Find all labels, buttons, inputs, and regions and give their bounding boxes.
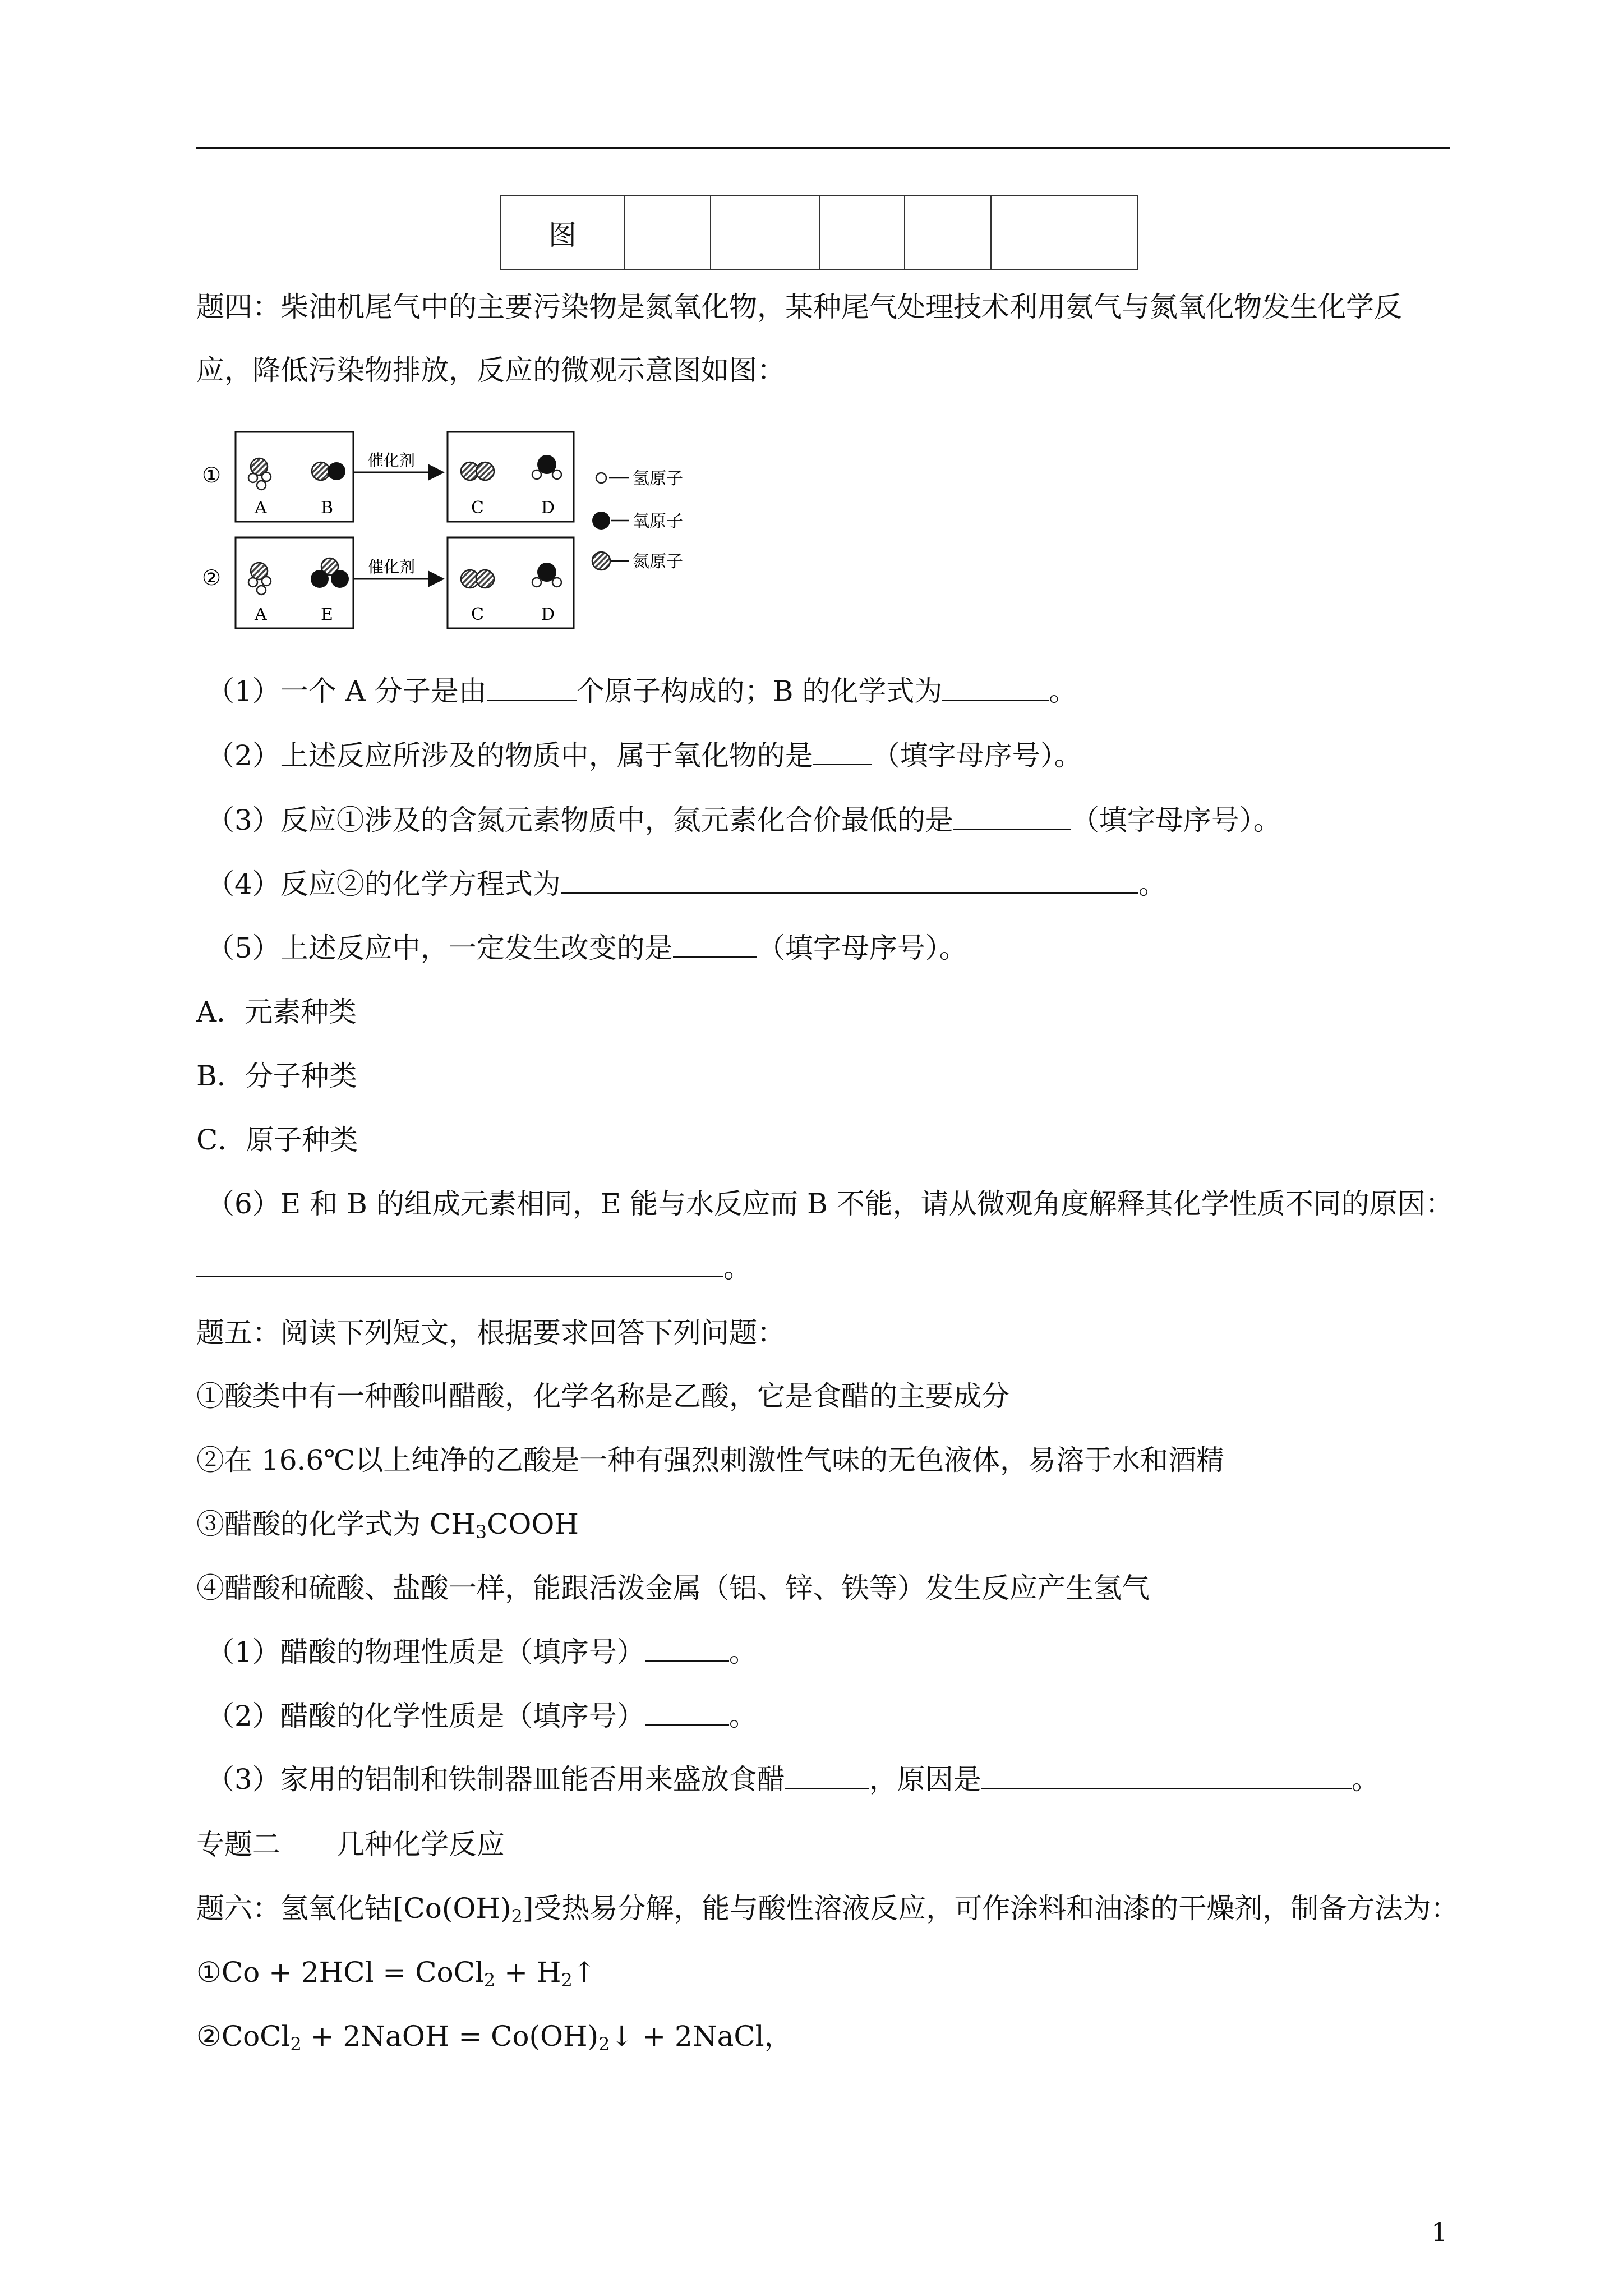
legend-nitrogen xyxy=(592,552,683,572)
q4-option-c: C．原子种类 xyxy=(196,1124,358,1156)
svg-text:氢原子: 氢原子 xyxy=(633,469,683,489)
q5-passage-1: ①酸类中有一种酸叫醋酸，化学名称是乙酸，它是食醋的主要成分 xyxy=(196,1380,1009,1412)
molecule-d-r2 xyxy=(532,563,561,587)
answer-blank[interactable] xyxy=(645,1636,729,1662)
answer-blank[interactable] xyxy=(487,675,577,701)
label-a-r2: A xyxy=(255,605,267,624)
molecule-a-r2 xyxy=(248,563,271,595)
q4-subq1: （1）一个 A 分子是由 个原子构成的；B 的化学式为 。 xyxy=(206,675,1077,707)
label-c-r2: C xyxy=(471,605,484,624)
label-d-r1: D xyxy=(541,498,555,518)
reaction2-marker: ② xyxy=(202,565,222,590)
q6-equation-2: ②CoCl$_2$ + 2NaOH = $Co(OH)_2↓$ + 2NaCl， xyxy=(196,2020,792,2055)
svg-text:氧原子: 氧原子 xyxy=(633,512,683,531)
molecule-a-r1 xyxy=(248,458,271,490)
reaction2-catalyst: 催化剂 xyxy=(368,558,416,576)
q4-subq6-answer: 。 xyxy=(196,1250,1450,1286)
answer-blank[interactable] xyxy=(942,675,1049,701)
q4-subq5: （5）上述反应中，一定发生改变的是 （填字母序号）。 xyxy=(206,932,967,964)
reaction-diagram xyxy=(196,426,757,639)
answer-blank[interactable] xyxy=(196,1251,723,1277)
svg-text:氮原子: 氮原子 xyxy=(633,552,683,572)
table-cell xyxy=(624,196,711,270)
reaction1-marker: ① xyxy=(202,463,222,487)
table-cell xyxy=(819,196,905,270)
q5-passage-2: ②在 16.6℃以上纯净的乙酸是一种有强烈刺激性气味的无色液体，易溶于水和酒精 xyxy=(196,1444,1225,1476)
q6-equation-1: ①Co + 2HCl = CoCl$_2$ + $H_2↑$ xyxy=(196,1956,596,1991)
q6-intro: 题六：氢氧化钴$[Co(OH)_2]$受热易分解，能与酸性溶液反应，可作涂料和油漆的干燥剂，制备方法为： xyxy=(196,1892,1459,1927)
legend-hydrogen xyxy=(596,469,683,489)
table-row xyxy=(501,196,1138,270)
answer-blank[interactable] xyxy=(561,868,1138,894)
table-cell-label: 图 xyxy=(501,196,624,270)
q4-option-a: A．元素种类 xyxy=(196,996,357,1028)
q5-title: 题五：阅读下列短文，根据要求回答下列问题： xyxy=(196,1317,785,1349)
q4-intro-line2: 应，降低污染物排放，反应的微观示意图如图： xyxy=(196,354,785,386)
answer-blank[interactable] xyxy=(953,804,1071,830)
label-e: E xyxy=(321,605,333,624)
molecule-b xyxy=(312,462,345,480)
table-cell xyxy=(905,196,991,270)
header-rule xyxy=(196,147,1450,149)
molecule-d-r1 xyxy=(532,455,561,479)
molecule-c-r1 xyxy=(461,462,494,480)
label-c-r1: C xyxy=(471,498,484,518)
label-a-r1: A xyxy=(255,498,267,518)
q4-subq6: （6）E 和 B 的组成元素相同，E 能与水反应而 B 不能，请从微观角度解释其化学性质不同的原因： xyxy=(206,1188,1454,1220)
q4-option-b: B．分子种类 xyxy=(196,1060,357,1092)
q4-subq4: （4）反应②的化学方程式为 。 xyxy=(206,868,1166,900)
partial-table xyxy=(500,195,1138,270)
q4-intro-line1: 题四：柴油机尾气中的主要污染物是氮氧化物，某种尾气处理技术利用氨气与氮氧化物发生化学反 xyxy=(196,291,1402,323)
q4-subq3: （3）反应①涉及的含氮元素物质中，氮元素化合价最低的是 （填字母序号）。 xyxy=(206,804,1281,836)
q5-subq2: （2）醋酸的化学性质是（填序号） 。 xyxy=(206,1700,757,1732)
q5-subq3: （3）家用的铝制和铁制器皿能否用来盛放食醋 ，原因是 。 xyxy=(206,1763,1380,1796)
label-d-r2: D xyxy=(541,605,555,624)
answer-blank[interactable] xyxy=(785,1763,869,1789)
reaction1-catalyst: 催化剂 xyxy=(368,451,416,470)
q5-passage-4: ④醋酸和硫酸、盐酸一样，能跟活泼金属（铝、锌、铁等）发生反应产生氢气 xyxy=(196,1572,1150,1604)
page-number: 1 xyxy=(1431,2217,1448,2247)
answer-blank[interactable] xyxy=(813,739,872,765)
label-b: B xyxy=(321,498,334,518)
section-heading: 专题二 几种化学反应 xyxy=(196,1828,505,1861)
molecule-c-r2 xyxy=(461,570,494,588)
table-cell xyxy=(711,196,819,270)
answer-blank[interactable] xyxy=(981,1763,1352,1789)
table-cell xyxy=(991,196,1138,270)
molecule-e xyxy=(311,558,349,588)
answer-blank[interactable] xyxy=(673,932,757,958)
q4-subq2: （2）上述反应所涉及的物质中，属于氧化物的是 （填字母序号）。 xyxy=(206,739,1082,772)
legend-oxygen xyxy=(592,512,683,531)
q5-passage-3: ③醋酸的化学式为 $CH_3COOH$ xyxy=(196,1508,579,1543)
q5-subq1: （1）醋酸的物理性质是（填序号） 。 xyxy=(206,1636,757,1668)
answer-blank[interactable] xyxy=(645,1700,729,1726)
